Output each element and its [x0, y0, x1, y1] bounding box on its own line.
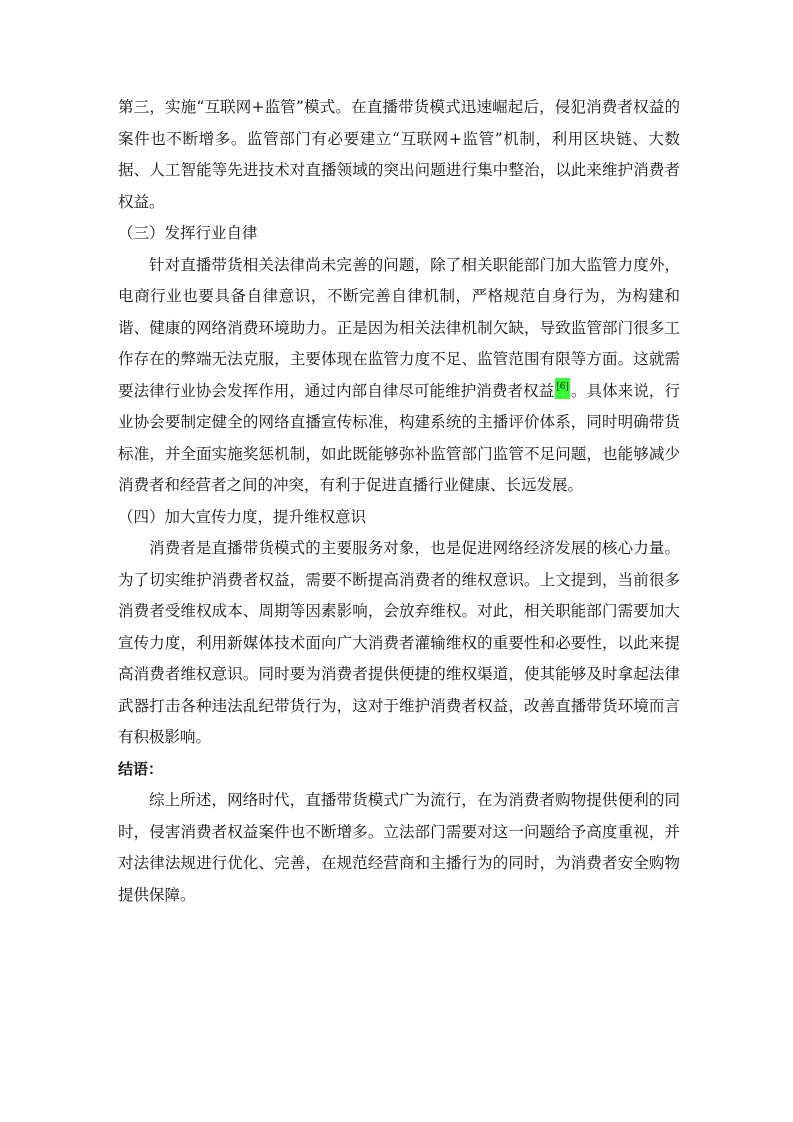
- paragraph-text-after-citation: 。具体来说，行业协会要制定健全的网络直播宣传标准，构建系统的主播评价体系，同时明确带货标准，并全面实施奖惩机制，如此既能够弥补监管部门监管不足问题，也能够减少消费者和经营者之间的冲突，有利于促进直播行业健康、长远发展。: [118, 381, 680, 494]
- paragraph-conclusion: 综上所述，网络时代，直播带货模式广为流行，在为消费者购物提供便利的同时，侵害消费者权益案件也不断增多。立法部门需要对这一问题给予高度重视，并对法律法规进行优化、完善，在规范经营商和主播行为的同时，为消费者安全购物提供保障。: [118, 791, 680, 904]
- paragraph-publicity: 消费者是直播带货模式的主要服务对象，也是促进网络经济发展的核心力量。为了切实维护消费者权益，需要不断提高消费者的维权意识。上文提到，当前很多消费者受维权成本、周期等因素影响，会放弃维权。对此，相关职能部门需要加大宣传力度，利用新媒体技术面向广大消费者灌输维权的重要性和必要性，以此来提高消费者维权意识。同时要为消费者提供便捷的维权渠道，使其能够及时拿起法律武器打击各种违法乱纪带货行为，这对于维护消费者权益，改善直播带货环境而言有积极影响。: [118, 539, 680, 746]
- conclusion-heading: 结语：: [118, 759, 164, 778]
- document-body: [118, 92, 680, 911]
- section-heading-publicity: （四）加大宣传力度，提升维权意识: [118, 507, 367, 526]
- paragraph-internet-supervision: 第三，实施“互联网+监管”模式。在直播带货模式迅速崛起后，侵犯消费者权益的案件也不断增多。监管部门有必要建立“互联网+监管”机制，利用区块链、大数据、人工智能等先进技术对直播领域的突出问题进行集中整治，以此来维护消费者权益。: [118, 98, 680, 211]
- section-heading-industry-self-discipline: （三）发挥行业自律: [118, 224, 258, 242]
- citation-reference[interactable]: [6]: [555, 378, 570, 399]
- paragraph-industry-self-discipline: [118, 250, 680, 502]
- paragraph-text-before-citation: 针对直播带货相关法律尚未完善的问题，除了相关职能部门加大监管力度外，电商行业也要具备自律意识，不断完善自律机制，严格规范自身行为，为构建和谐、健康的网络消费环境助力。正是因为相关法律机制欠缺，导致监管部门很多工作存在的弊端无法克服，主要体现在监管力度不足、监管范围有限等方面。这就需要法律行业协会发挥作用，通过内部自律尽可能维护消费者权益: [118, 255, 680, 400]
